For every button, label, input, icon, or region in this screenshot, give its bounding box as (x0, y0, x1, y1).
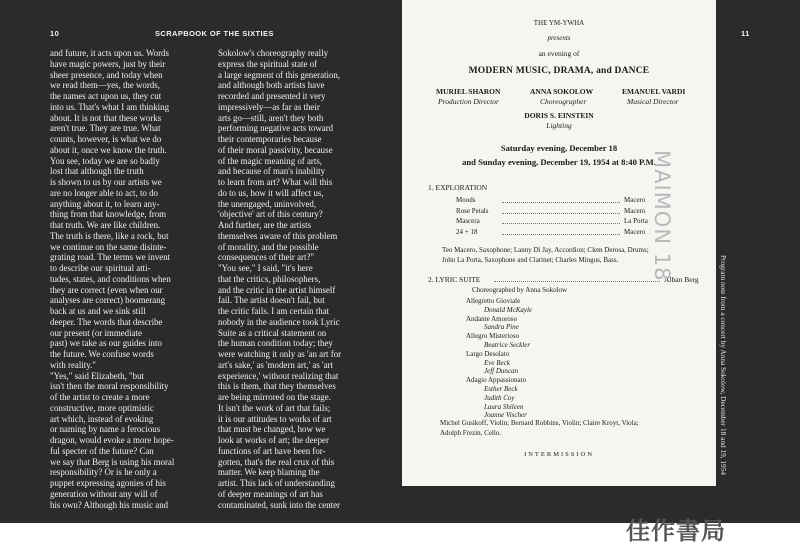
text-line: of their moral passivity, because (218, 144, 333, 155)
text-line: It isn't the work of art that fails; (218, 402, 331, 413)
text-line: the human condition today; they (218, 338, 333, 349)
text-column-2 (218, 48, 388, 510)
text-line: ful specter of the future? Can (50, 445, 154, 456)
program-piece: Mascera (456, 217, 480, 225)
program-piece: 24 + 18 (456, 227, 478, 236)
movement-title: Adagio Appassionato (466, 376, 527, 385)
text-line: counts, however, is what we do (50, 134, 162, 144)
text-line: And further, are the artists (218, 220, 312, 230)
program-piece: Moods (456, 196, 476, 204)
dot-leader (502, 202, 620, 203)
program-an-evening: an evening of (538, 49, 580, 58)
program-composer: Macero (624, 206, 646, 215)
program-composer: Macero (624, 227, 646, 236)
movement-title: Allegretto Gioviale (466, 297, 521, 305)
text-line: 'objective' art of this century? (218, 209, 323, 220)
text-line: The truth is there, like a rock, but (50, 230, 169, 241)
text-line: You see, today we are so badly (50, 155, 160, 166)
text-line: express the spiritual state of (218, 58, 318, 69)
text-line: back at us and we sink still (50, 306, 146, 316)
section-2-musicians-line-1: Michel Gusikoff, Violin; Bernard Robbins, Violin; Claire Kroyt, Viola; (440, 419, 639, 427)
dancer-name: Judith Coy (484, 393, 515, 402)
text-line: to describe our spiritual atti- (50, 263, 151, 273)
text-line: our present (or immediate (50, 327, 142, 338)
intermission: INTERMISSION (524, 451, 594, 458)
dot-leader (502, 213, 620, 214)
text-line: have magic powers, just by their (50, 58, 166, 69)
section-1-musicians-line-2: John La Porta, Saxophone and Clarinet; Charles Mingus, Bass. (442, 256, 619, 264)
dot-leader (502, 234, 620, 235)
text-line: a large segment of this generation, (218, 69, 341, 80)
text-line: and future, it acts upon us. Words (50, 48, 169, 58)
text-line: consequences of their art?" (218, 252, 315, 263)
text-line: to learn from art? What will this (218, 177, 333, 187)
text-line: sheer presence, and today when (50, 69, 163, 80)
text-line: the names act upon us, they cut (50, 91, 162, 101)
credit-role-einstein: Lighting (546, 121, 572, 130)
text-line: tudes, states, and conditions when (50, 273, 171, 284)
credit-name-sharon: MURIEL SHARON (436, 87, 501, 96)
dates-line-2: and Sunday evening, December 19, 1954 at 8:40 P.M. (462, 157, 656, 167)
text-line: anything about it, to learn any- (50, 198, 160, 209)
text-line: and although both artists have (218, 80, 325, 91)
text-line: we continue on the same disinte- (50, 241, 167, 252)
left-page (0, 0, 400, 523)
text-line: we read them—yes, the words, (50, 80, 160, 91)
text-line: and the critic in the artist himself (218, 284, 336, 295)
dot-leader (502, 223, 620, 224)
text-line: the critic fails. I am certain that (218, 306, 330, 316)
movement-title: Andante Amoroso (466, 314, 518, 323)
text-column-1 (50, 48, 218, 510)
text-line: dragon, would evoke a more hope- (50, 435, 174, 445)
credit-role-sokolow: Choreographer (540, 97, 587, 106)
text-line: artist. This lack of understanding (218, 478, 335, 488)
text-line: experience,' without realizing that (218, 370, 339, 381)
movement-title: Allegro Misterioso (466, 332, 520, 341)
program-composer: Macero (624, 196, 646, 204)
text-line: aren't true. They are true. What (50, 123, 161, 134)
text-line: or naming by name a ferocious (50, 424, 161, 435)
text-line: constructive, more optimistic (50, 402, 154, 413)
text-line: were watching it only as 'an art for (218, 349, 342, 359)
text-line: about it, once we know the truth. (50, 144, 167, 155)
dancer-name: Sandra Pine (484, 323, 519, 332)
text-line: they are correct (even when our (50, 284, 163, 295)
dancer-name: Joanne Vischer (484, 411, 527, 420)
text-line: deeper. The words that describe (50, 316, 163, 327)
text-line: the future. We confuse words (50, 349, 154, 359)
text-line: are being mirrored on the stage. (218, 392, 331, 402)
dancer-name: Eve Beck (484, 358, 510, 367)
text-line: into us. That's what I am thinking (50, 101, 170, 112)
movement-title: Largo Desolato (466, 349, 510, 358)
text-line: isn't then the moral responsibility (50, 381, 169, 392)
program-piece: Rose Petals (456, 206, 489, 215)
running-title: SCRAPBOOK OF THE SIXTIES (155, 29, 274, 38)
text-line: are no longer able to act, to do (50, 187, 158, 198)
text-line: look at works of art; the deeper (218, 435, 329, 445)
text-line: his own? Although his music and (50, 499, 169, 510)
text-line: functions of art have been for- (218, 445, 326, 456)
text-line: of the artist to create a more (50, 392, 150, 402)
dancer-name: Laura Shileen (484, 402, 524, 411)
text-line: Suite as a critical statement on (218, 327, 327, 338)
text-line: gotten, that's the real crux of this (218, 456, 335, 467)
text-line: puppet expressing agonies of his (50, 478, 166, 488)
program-presents: presents (547, 34, 571, 42)
text-line: the unengaged, uninvolved, (218, 198, 317, 209)
section-2-musicians-line-2: Adolph Frezin, Cello. (440, 429, 502, 437)
text-line: matter. We keep blaming the (218, 467, 320, 478)
dates-line-1: Saturday evening, December 18 (500, 143, 618, 153)
publisher-watermark: 佳作書局 (626, 517, 726, 545)
section-2-title: 2. LYRIC SUITE (428, 275, 481, 284)
text-line: analyses are correct) boomerang (50, 295, 166, 306)
text-line: arts go—still, aren't they both (218, 112, 324, 123)
section-1-musicians-line-1: Teo Macero, Saxophone; Lanny Di Jay, Accordion; Clem Derosa, Drums; (442, 246, 649, 254)
dancer-name: Donald McKayle (484, 305, 533, 314)
text-line: generation without any will of (50, 488, 158, 499)
text-line: performing negative acts toward (218, 123, 334, 134)
text-line: contaminated, sunk into the center (218, 499, 340, 510)
text-line: lost that although the truth (50, 166, 144, 177)
text-line: themselves aware of this problem (218, 230, 338, 241)
program-composer: La Porta (624, 217, 648, 225)
program-headline: MODERN MUSIC, DRAMA, and DANCE (468, 66, 650, 76)
choreographed-by: Choreographed by Anna Sokolow (472, 286, 568, 294)
text-line: about. It is not that these works (50, 112, 162, 123)
credit-role-vardi: Musical Director (627, 97, 679, 106)
text-line: it is our attitudes to works of art (218, 413, 332, 424)
section-2-composer: Alban Berg (664, 275, 699, 284)
handwritten-note: MAIMON 18 (650, 150, 674, 282)
text-line: of deeper meanings of art has (218, 488, 323, 499)
text-line: with reality." (50, 359, 96, 370)
text-line: grating road. The terms we invent (50, 252, 171, 263)
text-line: this is them, that they themselves (218, 381, 336, 392)
page-number-left: 10 (50, 29, 60, 38)
text-line: art which, instead of evoking (50, 413, 154, 424)
photo-caption: Program note from a concert by Anna Sokolow, December 18 and 19, 1954 (719, 255, 728, 475)
credit-name-vardi: EMANUEL VARDI (622, 87, 686, 96)
text-line: past) we take as our guides into (50, 338, 162, 349)
dancer-name: Beatrice Seckler (484, 341, 531, 349)
page-number-right: 11 (741, 29, 750, 38)
text-line: recorded and presented it very (218, 91, 326, 101)
text-line: thing from that knowledge, from (50, 209, 167, 220)
credit-name-einstein: DORIS S. EINSTEIN (524, 111, 594, 120)
section-2-leader (494, 281, 660, 282)
text-line: we say that Berg is using his moral (50, 456, 175, 467)
text-line: that must be changed, how we (218, 424, 326, 435)
program-org: THE YM-YWHA (533, 19, 585, 27)
text-line: that the critics, philosophers, (218, 273, 321, 284)
text-line: "Yes," said Elizabeth, "but (50, 370, 145, 381)
text-line: Sokolow's choreography really (218, 48, 329, 58)
credit-name-sokolow: ANNA SOKOLOW (530, 87, 594, 96)
text-line: of the magic meaning of arts, (218, 155, 322, 166)
text-line: is shown to us by our artists we (50, 177, 162, 187)
text-line: that truth. We are like children. (50, 220, 161, 230)
text-line: "You see," I said, "it's here (218, 263, 313, 273)
text-line: and because of man's inability (218, 166, 326, 177)
text-line: nobody in the audience took Lyric (218, 316, 340, 327)
dancer-name: Jeff Duncan (484, 367, 519, 376)
text-line: do to us, how it will affect us, (218, 187, 324, 198)
text-line: impressively—as far as their (218, 101, 320, 112)
section-1-title: 1. EXPLORATION (428, 183, 488, 192)
credit-role-sharon: Production Director (438, 97, 499, 106)
dancer-name: Esther Beck (484, 385, 518, 393)
text-line: their contemporaries because (218, 134, 322, 144)
text-line: of morality, and the possible (218, 241, 319, 252)
concert-program (402, 0, 716, 486)
text-line: responsibility? Or is he only a (50, 467, 157, 478)
text-line: fail. The artist doesn't fail, but (218, 295, 325, 306)
text-line: art's sake,' as 'modern art,' as 'art (218, 359, 333, 370)
